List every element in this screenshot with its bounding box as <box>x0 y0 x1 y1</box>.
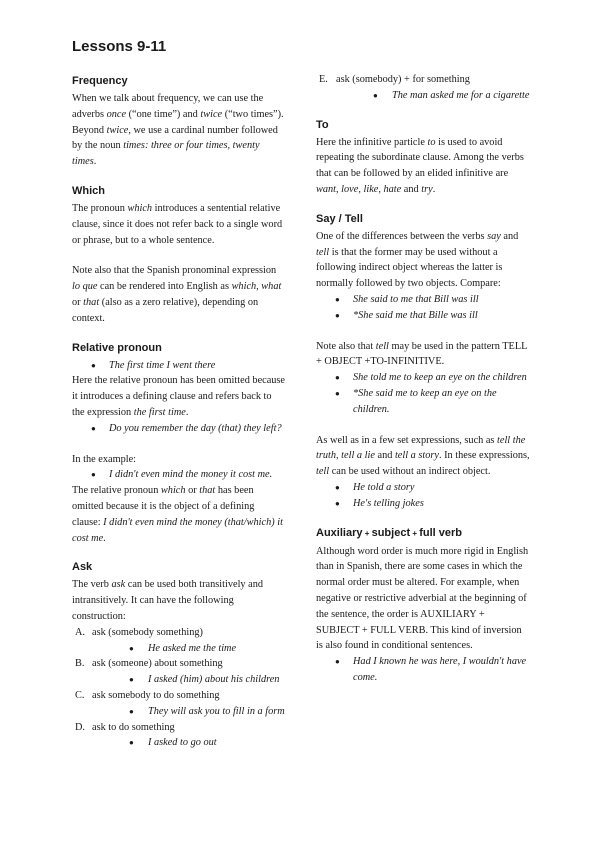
list-item: ● The first time I went there <box>72 358 285 374</box>
construction-label: ask (somebody something) <box>92 626 203 638</box>
construction-label: ask (somebody) + for something <box>336 74 470 85</box>
frequency-paragraph: When we talk about frequency, we can use the adverbs once (“one time”) and twice (“two times”). Beyond twice, we use a cardinal number followed by the noun times: three or four times, twenty times. <box>72 93 284 168</box>
which-paragraph-1: The pronoun which introduces a sentential relative clause, since it does not refer back to a single word or phrase, but to a whole sentence. <box>72 202 283 246</box>
section-heading-say-tell: Say / Tell <box>316 212 363 225</box>
list-item: ● I didn't even mind the money it cost me. <box>72 467 285 483</box>
construction-label: ask to do something <box>92 721 175 733</box>
section-heading-to: To <box>316 118 329 131</box>
auxiliary-paragraph: Although word order is much more rigid in English than in Spanish, there are some cases in which the normal order must be altered. For example, when negative or restrictive adverbial at the beginning of the sentence, the order is AUXILIARY + SUBJECT + FULL VERB. This kind of inversion is also found in conditional sentences. <box>316 545 529 652</box>
say-tell-example-list-3 <box>316 480 530 512</box>
list-item <box>72 625 285 657</box>
list-item: ● Had I known he was here, I wouldn't have come. <box>316 654 530 686</box>
relative-example-list-3 <box>72 467 285 483</box>
list-item: ● Do you remember the day (that) they left? <box>72 421 285 437</box>
ask-construction-list <box>72 625 285 751</box>
relative-example-list-2 <box>72 421 285 437</box>
list-letter: D. <box>75 721 86 733</box>
list-letter: C. <box>75 689 85 701</box>
list-item: ● She told me to keep an eye on the children <box>316 370 530 386</box>
list-item: ● They will ask you to fill in a form <box>92 704 285 720</box>
relative-paragraph-3: The relative pronoun which or that has been omitted because it is the object of a defining clause: I didn't even mind the money (that/which) it cost me. <box>72 485 283 544</box>
list-letter: E. <box>319 74 328 85</box>
section-heading-relative-pronoun: Relative pronoun <box>72 341 162 354</box>
list-item: ● I asked (him) about his children <box>92 672 285 688</box>
say-tell-example-list-2 <box>316 370 530 417</box>
left-column <box>72 74 285 751</box>
list-item <box>316 72 530 104</box>
right-column <box>316 72 530 686</box>
to-paragraph: Here the infinitive particle to is used to avoid repeating the subordinate clause. Among the verbs that can be followed by an elided infinitive are want, love, like, hate and try. <box>316 136 524 195</box>
list-item: ● I asked to go out <box>92 735 285 751</box>
list-item: ● He asked me the time <box>92 641 285 657</box>
section-heading-frequency: Frequency <box>72 75 128 87</box>
relative-example-list-1 <box>72 358 285 374</box>
list-item: ● *She said me to keep an eye on the children. <box>316 386 530 418</box>
list-item: ● *She said me that Bille was ill <box>316 308 530 324</box>
list-item: ● He told a story <box>316 480 530 496</box>
list-item: ● He's telling jokes <box>316 496 530 512</box>
ask-construction-list-continued <box>316 72 530 104</box>
section-heading-which: Which <box>72 184 105 197</box>
construction-label: ask (someone) about something <box>92 658 223 670</box>
say-tell-paragraph-1: One of the differences between the verbs say and tell is that the former may be used without a following indirect object whereas the latter is normally followed by two objects. Compare: <box>316 230 519 290</box>
section-heading-auxiliary: Auxiliary + subject + full verb <box>316 526 463 539</box>
auxiliary-example-list <box>316 654 530 686</box>
list-letter: B. <box>75 658 85 670</box>
list-item <box>72 720 285 752</box>
which-paragraph-2: Note also that the Spanish pronominal expression lo que can be rendered into English as which, what or that (also as a zero relative), depending on context. <box>72 265 282 324</box>
relative-paragraph-1: Here the relative pronoun has been omitted because it introduces a defining clause and refers back to the expression the first time. <box>72 375 286 418</box>
section-heading-ask: Ask <box>72 561 93 574</box>
say-tell-paragraph-3: As well as in a few set expressions, such as tell the truth, tell a lie and tell a story. In these expressions, tell can be used without an indirect object. <box>316 434 530 478</box>
list-letter: A. <box>75 626 86 638</box>
list-item <box>72 656 285 688</box>
construction-label: ask somebody to do something <box>92 689 220 701</box>
page-title: Lessons 9-11 <box>72 38 167 55</box>
list-item: ● The man asked me for a cigarette <box>336 88 530 104</box>
say-tell-example-list-1 <box>316 292 530 324</box>
list-item <box>72 688 285 720</box>
say-tell-paragraph-2: Note also that tell may be used in the pattern TELL + OBJECT +TO-INFINITIVE. <box>316 340 528 368</box>
list-item: ● She said to me that Bill was ill <box>316 292 530 308</box>
ask-paragraph: The verb ask can be used both transitively and intransitively. It can have the following construction: <box>72 579 264 622</box>
relative-paragraph-2: In the example: <box>72 453 137 465</box>
